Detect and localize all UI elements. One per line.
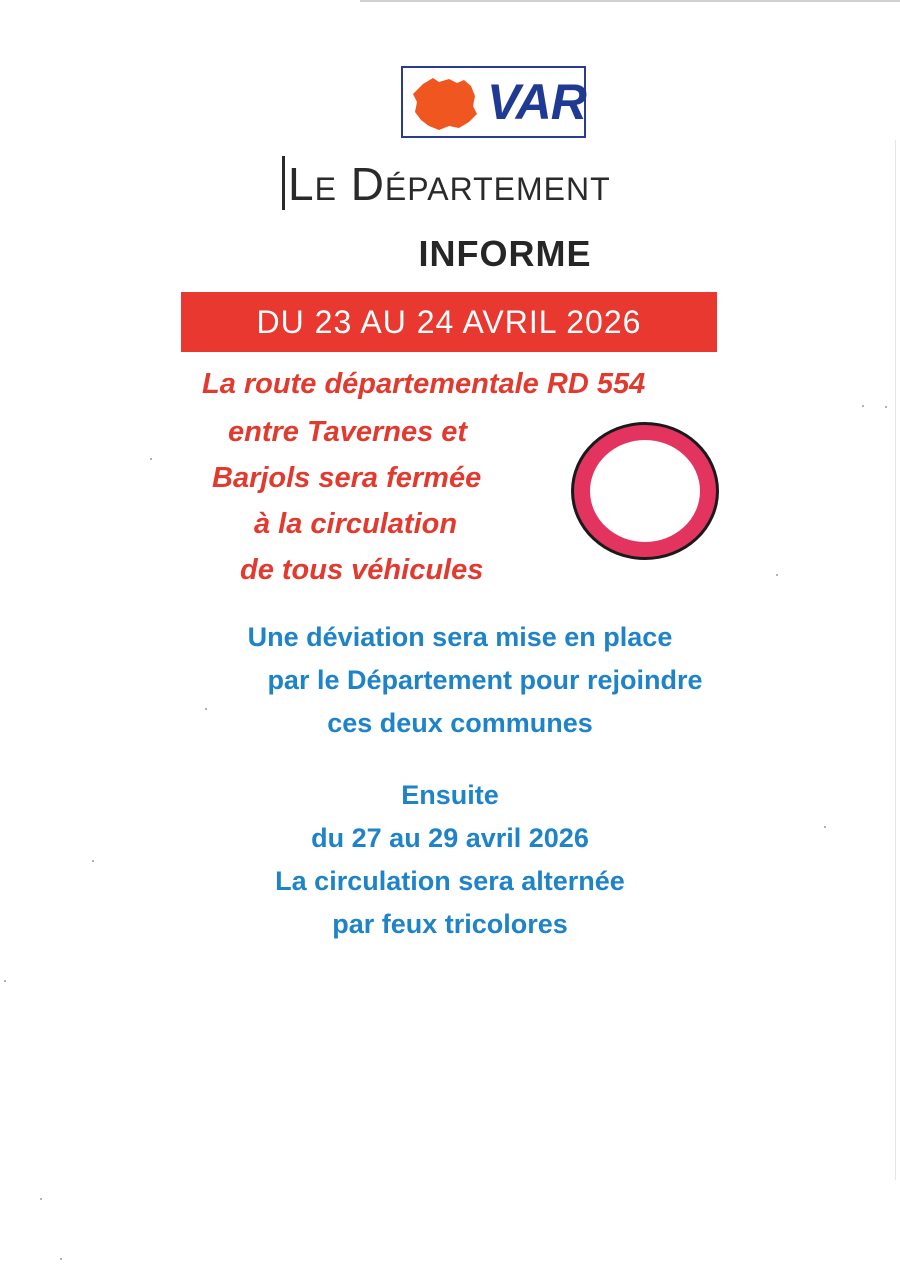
- scan-speck: [885, 406, 887, 408]
- closure-line: à la circulation: [254, 508, 458, 540]
- page-subtitle: INFORME: [418, 233, 592, 274]
- next-phase-text: [170, 774, 730, 946]
- date-banner-text: DU 23 AU 24 AVRIL 2026: [256, 304, 642, 340]
- scan-speck: [60, 1258, 62, 1260]
- deviation-text: [150, 616, 770, 745]
- closure-line: entre Tavernes et: [228, 416, 468, 448]
- no-vehicles-road-sign-icon: [567, 418, 723, 564]
- date-banner: [181, 292, 717, 352]
- closure-line: La route départementale RD 554: [202, 368, 646, 400]
- scan-top-edge: [360, 0, 900, 2]
- deviation-line: Une déviation sera mise en place: [247, 622, 673, 652]
- deviation-line: par le Département pour rejoindre: [267, 665, 703, 695]
- scan-right-edge: [895, 140, 896, 1180]
- scan-speck: [862, 405, 864, 407]
- next-phase-line: par feux tricolores: [332, 909, 568, 939]
- closure-line: Barjols sera fermée: [212, 462, 482, 494]
- next-phase-line: Ensuite: [401, 780, 499, 810]
- var-department-map-icon: [409, 74, 481, 132]
- next-phase-line: du 27 au 29 avril 2026: [311, 823, 589, 853]
- scan-speck: [40, 1198, 42, 1200]
- deviation-line: ces deux communes: [327, 708, 593, 738]
- var-logo: [401, 66, 586, 138]
- title-text: Le Département: [288, 158, 611, 210]
- scan-speck: [92, 860, 94, 862]
- scan-speck: [776, 574, 778, 576]
- title-bar: [282, 156, 285, 210]
- logo-text: VAR: [487, 74, 586, 130]
- closure-line: de tous véhicules: [240, 554, 484, 586]
- scan-speck: [4, 980, 6, 982]
- page-title: [282, 148, 712, 218]
- next-phase-line: La circulation sera alternée: [275, 866, 625, 896]
- scan-speck: [150, 458, 152, 460]
- scan-speck: [824, 826, 826, 828]
